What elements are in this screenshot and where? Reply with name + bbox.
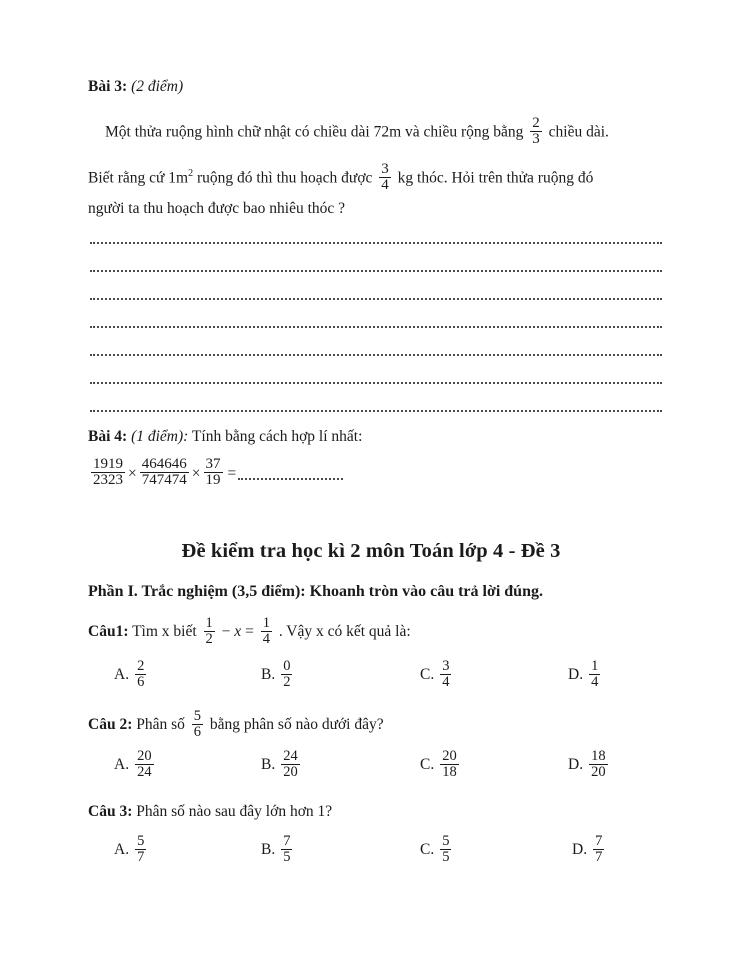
fraction-1-2	[204, 616, 215, 647]
fraction-denominator: 747474	[141, 472, 187, 489]
option-2-b[interactable]	[261, 750, 303, 781]
option-3-c[interactable]	[420, 835, 454, 866]
fraction-1-4	[261, 616, 272, 647]
fraction-numerator: 24	[283, 748, 298, 764]
bai4-instruction: Tính bằng cách hợp lí nhất:	[191, 428, 363, 445]
fraction-denominator: 5	[283, 848, 291, 865]
question-3-number: Câu 3:	[88, 803, 133, 820]
option-1-b[interactable]	[261, 660, 295, 691]
bai3-para2-before: Biết rằng cứ 1m	[88, 169, 189, 187]
bai3-heading	[88, 78, 183, 95]
fraction-numerator: 464646	[141, 456, 187, 472]
bai4-expression	[88, 458, 343, 490]
option-fraction	[589, 659, 600, 690]
bai3-label: Bài 3:	[88, 78, 128, 95]
fraction-numerator: 20	[442, 748, 457, 764]
bai4-answer-blank[interactable]	[238, 475, 343, 480]
fraction-numerator: 1	[205, 615, 213, 631]
question-1-options	[0, 660, 742, 702]
option-label: C.	[420, 666, 435, 684]
fraction-numerator: 5	[193, 708, 202, 724]
question-2-options	[0, 750, 742, 792]
fraction-numerator: 20	[137, 748, 152, 764]
option-label: D.	[568, 756, 584, 774]
fraction-denominator: 6	[193, 723, 202, 740]
question-2-number: Câu 2:	[88, 715, 133, 733]
option-2-c[interactable]	[420, 750, 462, 781]
option-fraction	[440, 659, 451, 690]
question-2-stem-after: bằng phân số nào dưới đây?	[209, 715, 384, 733]
equals-sign: =	[245, 622, 254, 640]
fraction-denominator: 6	[137, 673, 145, 690]
option-3-a[interactable]	[114, 835, 149, 866]
option-label: C.	[420, 756, 435, 774]
fraction-numerator: 1	[591, 658, 599, 674]
fraction-numerator: 5	[137, 833, 145, 849]
fraction-numerator: 1919	[93, 456, 123, 472]
fraction-denominator: 7	[137, 848, 145, 865]
question-2-stem-before: Phân số	[136, 715, 185, 733]
fraction-numerator: 2	[532, 115, 540, 131]
bai3-para1-before: Một thửa ruộng hình chữ nhật có chiều dài 72m và chiều rộng bằng	[105, 123, 524, 141]
fraction-denominator: 4	[381, 177, 389, 194]
answer-line[interactable]	[90, 379, 662, 384]
fraction-numerator: 37	[205, 456, 221, 472]
fraction-numerator: 0	[283, 658, 291, 674]
fraction-denominator: 19	[205, 472, 221, 489]
question-1-number: Câu1:	[88, 622, 129, 640]
option-label: B.	[261, 841, 276, 859]
bai4-points: (1 điểm):	[131, 428, 189, 445]
option-fraction	[593, 834, 604, 865]
fraction-numerator: 7	[283, 833, 291, 849]
fraction-numerator: 2	[137, 658, 145, 674]
fraction-denominator: 3	[532, 131, 540, 148]
bai3-paragraph-1	[105, 117, 609, 149]
fraction-denominator: 4	[442, 673, 450, 690]
option-label: A.	[114, 841, 130, 859]
bai3-para2-after: kg thóc. Hỏi trên thửa ruộng đó	[397, 169, 594, 187]
option-label: B.	[261, 756, 276, 774]
fraction-denominator: 2	[283, 673, 291, 690]
option-label: A.	[114, 666, 130, 684]
equals-sign: =	[227, 465, 237, 483]
option-3-d[interactable]	[572, 835, 607, 866]
square-meter-superscript: 2	[188, 168, 194, 180]
variable-x: x	[234, 622, 242, 640]
fraction-numerator: 5	[442, 833, 450, 849]
option-3-b[interactable]	[261, 835, 295, 866]
option-fraction	[589, 749, 608, 780]
bai4-heading	[88, 428, 362, 445]
fraction-numerator: 1	[262, 615, 270, 631]
minus-operator: −	[221, 622, 231, 640]
page-title: Đề kiểm tra học kì 2 môn Toán lớp 4 - Đề 3	[181, 540, 561, 562]
question-1-stem-after: . Vậy x có kết quả là:	[278, 622, 411, 640]
option-label: D.	[568, 666, 584, 684]
fraction-denominator: 4	[262, 630, 270, 647]
fraction-denominator: 18	[442, 763, 457, 780]
answer-line[interactable]	[90, 323, 662, 328]
answer-line[interactable]	[90, 407, 662, 412]
bai3-points: (2 điểm)	[131, 78, 184, 95]
option-fraction	[135, 749, 154, 780]
option-2-a[interactable]	[114, 750, 157, 781]
answer-line[interactable]	[90, 295, 662, 300]
fraction-numerator: 3	[442, 658, 450, 674]
option-fraction	[281, 659, 292, 690]
option-fraction	[440, 749, 459, 780]
option-label: D.	[572, 841, 588, 859]
question-1-stem	[88, 617, 411, 648]
fraction-1919-2323	[91, 457, 125, 489]
bai3-para1-after: chiều dài.	[548, 123, 609, 141]
option-label: B.	[261, 666, 276, 684]
fraction-numerator: 18	[591, 748, 606, 764]
fraction-denominator: 20	[591, 763, 606, 780]
fraction-numerator: 7	[595, 833, 603, 849]
fraction-464646-747474	[140, 457, 189, 489]
option-1-d[interactable]	[568, 660, 603, 691]
fraction-37-19	[204, 457, 223, 489]
fraction-denominator: 5	[442, 848, 450, 865]
fraction-denominator: 2323	[93, 472, 123, 489]
multiply-operator: ×	[191, 465, 201, 483]
option-1-c[interactable]	[420, 660, 454, 691]
fraction-denominator: 4	[591, 673, 599, 690]
bai4-label: Bài 4:	[88, 428, 128, 445]
fraction-numerator: 3	[381, 161, 389, 177]
option-label: C.	[420, 841, 435, 859]
answer-line[interactable]	[90, 351, 662, 356]
bai3-para2-mid: ruộng đó thì thu hoạch được	[196, 169, 373, 187]
answer-line[interactable]	[90, 267, 662, 272]
question-1-stem-before: Tìm x biết	[132, 622, 197, 640]
option-fraction	[440, 834, 451, 865]
fraction-denominator: 7	[595, 848, 603, 865]
option-fraction	[135, 834, 146, 865]
option-fraction	[281, 749, 300, 780]
option-fraction	[281, 834, 292, 865]
question-3-options	[0, 835, 742, 877]
fraction-3-4	[379, 162, 391, 194]
option-fraction	[135, 659, 146, 690]
answer-line[interactable]	[90, 239, 662, 244]
option-1-a[interactable]	[114, 660, 149, 691]
bai3-paragraph-3: người ta thu hoạch được bao nhiêu thóc ?	[88, 200, 346, 217]
question-3-stem-text: Phân số nào sau đây lớn hơn 1?	[136, 803, 333, 820]
multiply-operator: ×	[128, 465, 137, 483]
part-1-heading: Phần I. Trắc nghiệm (3,5 điểm): Khoanh tròn vào câu trả lời đúng.	[88, 583, 543, 600]
question-3-stem	[88, 803, 332, 821]
fraction-2-3	[530, 116, 542, 148]
bai3-paragraph-2	[88, 163, 593, 195]
fraction-denominator: 2	[205, 630, 213, 647]
fraction-5-6	[192, 709, 203, 740]
option-2-d[interactable]	[568, 750, 611, 781]
option-label: A.	[114, 756, 130, 774]
fraction-denominator: 24	[137, 763, 152, 780]
question-2-stem	[88, 710, 384, 741]
fraction-denominator: 20	[283, 763, 298, 780]
